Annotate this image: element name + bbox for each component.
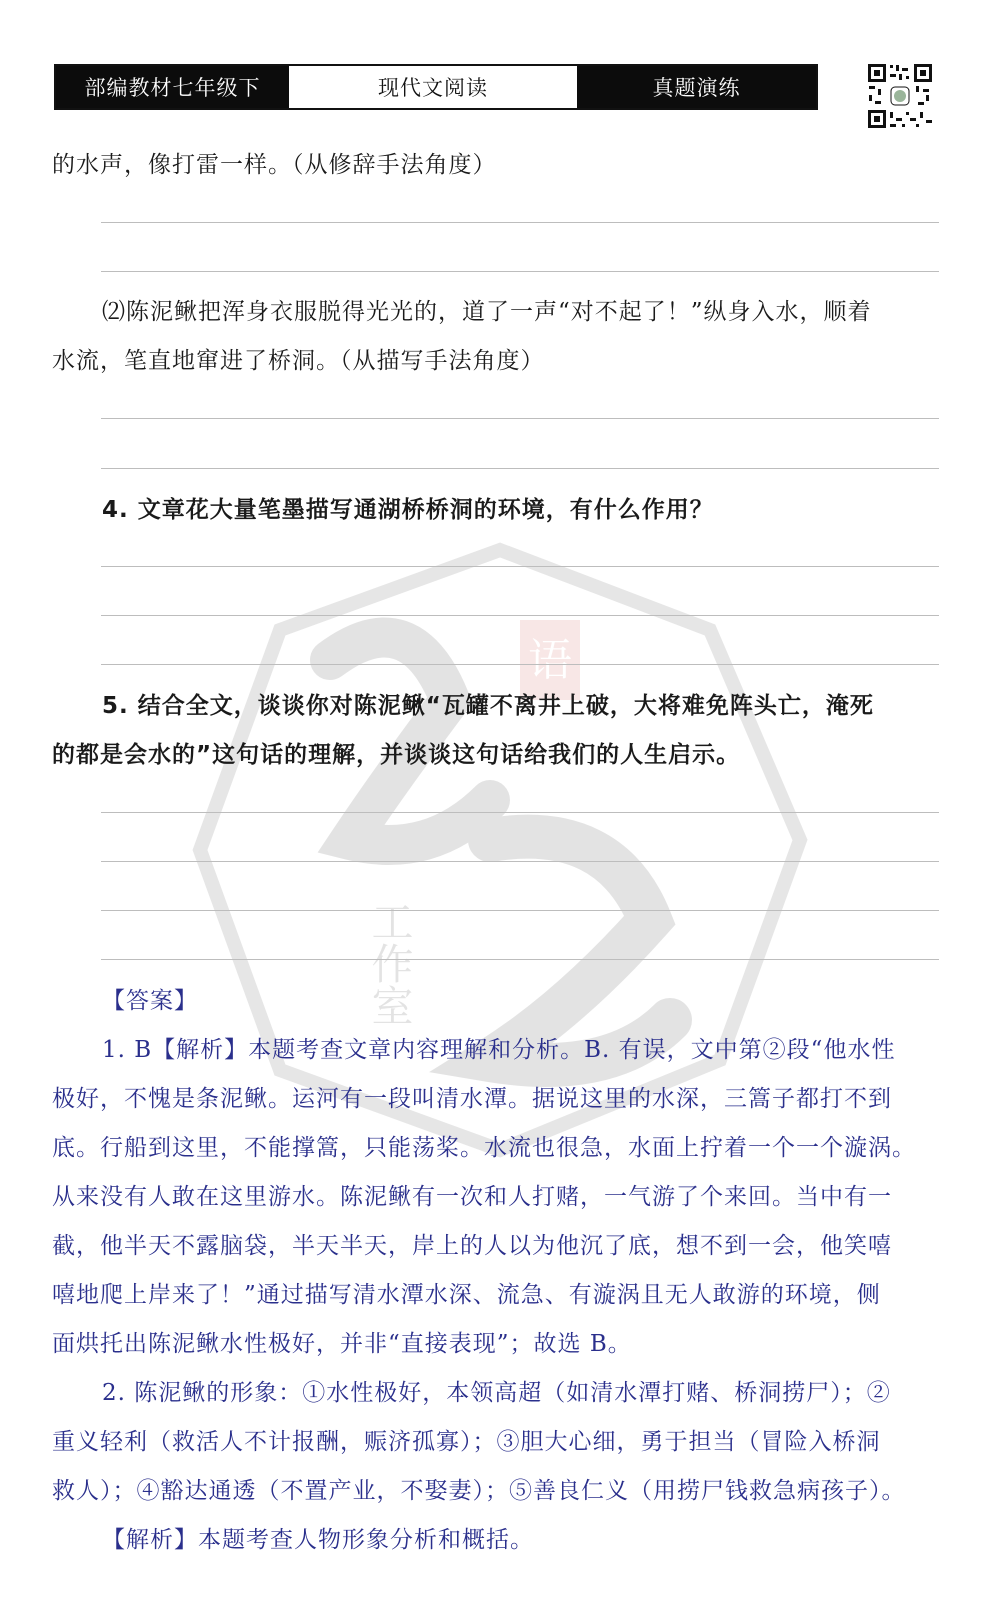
answer-line-text: 【解析】本题考查人物形象分析和概括。	[102, 1527, 534, 1553]
answer-line-text: 面烘托出陈泥鳅水性极好，并非“直接表现”；故选 B。	[52, 1331, 632, 1357]
answer-line	[101, 615, 939, 616]
answer-line	[101, 812, 939, 813]
answer-line	[101, 664, 939, 665]
answer-line	[101, 271, 939, 272]
answer-line	[101, 418, 939, 419]
watermark-seal-text: 语	[528, 635, 572, 686]
q5-text-line2: 的都是会水的”这句话的理解，并谈谈这句话给我们的人生启示。	[52, 742, 741, 768]
answer-line	[101, 910, 939, 911]
answer-line	[101, 222, 939, 223]
answer-line-text: 救人）；④豁达通透（不置产业，不娶妻）；⑤善良仁义（用捞尸钱救急病孩子）。	[52, 1478, 906, 1504]
watermark-seal	[190, 540, 810, 1160]
answer-line	[101, 566, 939, 567]
answer-line-text: 底。行船到这里，不能撑篙，只能荡桨。水流也很急，水面上拧着一个一个漩涡。	[52, 1135, 916, 1161]
answer-line-text: 2. 陈泥鳅的形象：①水性极好，本领高超（如清水潭打赌、桥洞捞尸）；②	[102, 1380, 891, 1406]
answer-line	[101, 861, 939, 862]
answer-line-text: 重义轻利（救活人不计报酬，赈济孤寡）；③胆大心细，勇于担当（冒险入桥洞	[52, 1429, 881, 1455]
answer-line	[101, 959, 939, 960]
answer-line-text: 截，他半天不露脑袋，半天半天，岸上的人以为他沉了底，想不到一会，他笑嘻	[52, 1233, 892, 1259]
header-practice-label: 真题演练	[577, 66, 816, 108]
q5-text-line1: 5. 结合全文，谈谈你对陈泥鳅“瓦罐不离井上破，大将难免阵头亡，淹死	[102, 693, 874, 719]
qr-code-icon	[866, 62, 934, 130]
q3-1-text-tail: 的水声，像打雷一样。（从修辞手法角度）	[52, 152, 497, 178]
answer-line-text: 1. B【解析】本题考查文章内容理解和分析。B. 有误，文中第②段“他水性	[102, 1037, 896, 1063]
header-grade-label: 部编教材七年级下	[56, 66, 289, 108]
answer-line-text: 嘻地爬上岸来了！”通过描写清水潭水深、流急、有漩涡且无人敢游的环境，侧	[52, 1282, 881, 1308]
answer-heading: 【答案】	[102, 988, 198, 1014]
q3-2-text-line2: 水流，笔直地窜进了桥洞。（从描写手法角度）	[52, 348, 545, 374]
watermark-studio-text: 工作室	[365, 900, 415, 1026]
q3-2-text-line1: ⑵陈泥鳅把浑身衣服脱得光光的，道了一声“对不起了！”纵身入水，顺着	[102, 299, 872, 325]
answer-line-text: 从来没有人敢在这里游水。陈泥鳅有一次和人打赌，一气游了个来回。当中有一	[52, 1184, 892, 1210]
answer-line-text: 极好，不愧是条泥鳅。运河有一段叫清水潭。据说这里的水深，三篙子都打不到	[52, 1086, 892, 1112]
q4-text: 4. 文章花大量笔墨描写通湖桥桥洞的环境，有什么作用？	[102, 497, 714, 523]
answer-line	[101, 468, 939, 469]
header-section-label: 现代文阅读	[289, 66, 577, 108]
header-bar	[54, 64, 818, 110]
